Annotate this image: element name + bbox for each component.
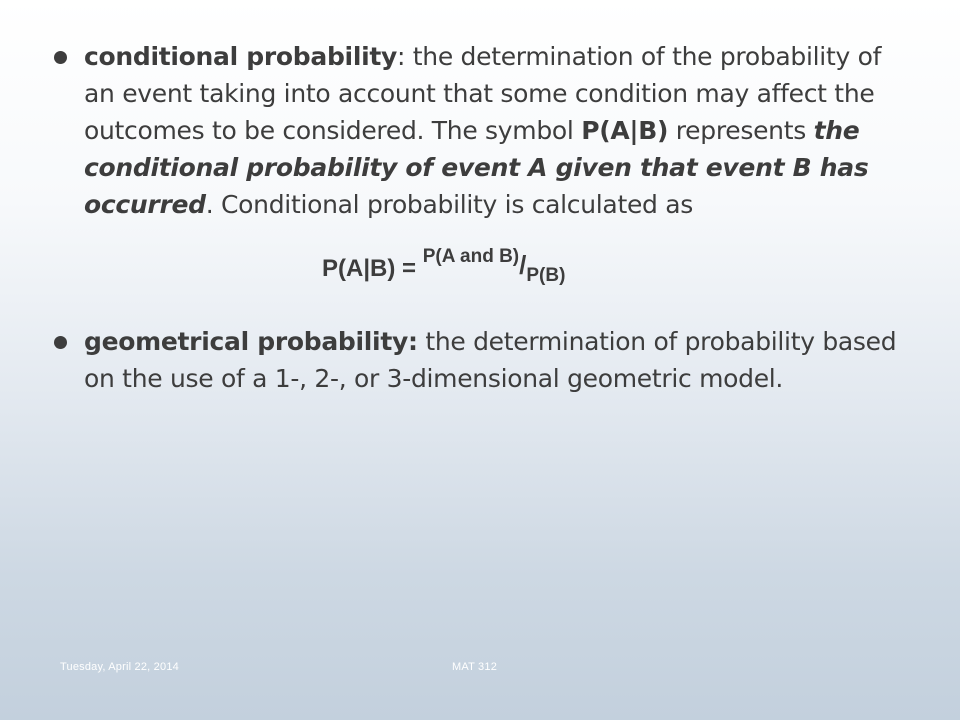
formula-numerator: P(A and B) [422,246,520,267]
footer-date: Tuesday, April 22, 2014 [60,661,179,673]
definition-text-3: . Conditional probability is calculated as [205,190,694,219]
formula-denominator: P(B) [526,265,566,286]
formula-lhs: P(A|B) = [322,255,423,282]
bullet-dot-icon [54,51,67,64]
term-conditional-probability: conditional probability [84,42,398,71]
geometrical-definition-text: the determination of probability based on the use of a 1-, 2-, or 3-dimensional geometric model. [84,327,897,393]
formula-slash: / [519,250,527,280]
bullet-conditional-probability [84,38,914,223]
definition-text-1: the determination of the probability of an event taking into account that some condition may affect the outcomes to be considered. The symbol [84,42,882,145]
term-colon: : [397,42,406,71]
bullet-geometrical-probability [84,323,914,397]
conditional-probability-formula [322,246,566,286]
bullet-dot-icon [54,336,67,349]
term-geometrical-probability: geometrical probability: [84,327,418,356]
definition-emphasis: the conditional probability of event A given that event B has occurred [84,116,869,219]
definition-text-2: represents [668,116,814,145]
symbol-p-a-given-b: P(A|B) [581,116,669,145]
footer-course: MAT 312 [452,661,498,673]
